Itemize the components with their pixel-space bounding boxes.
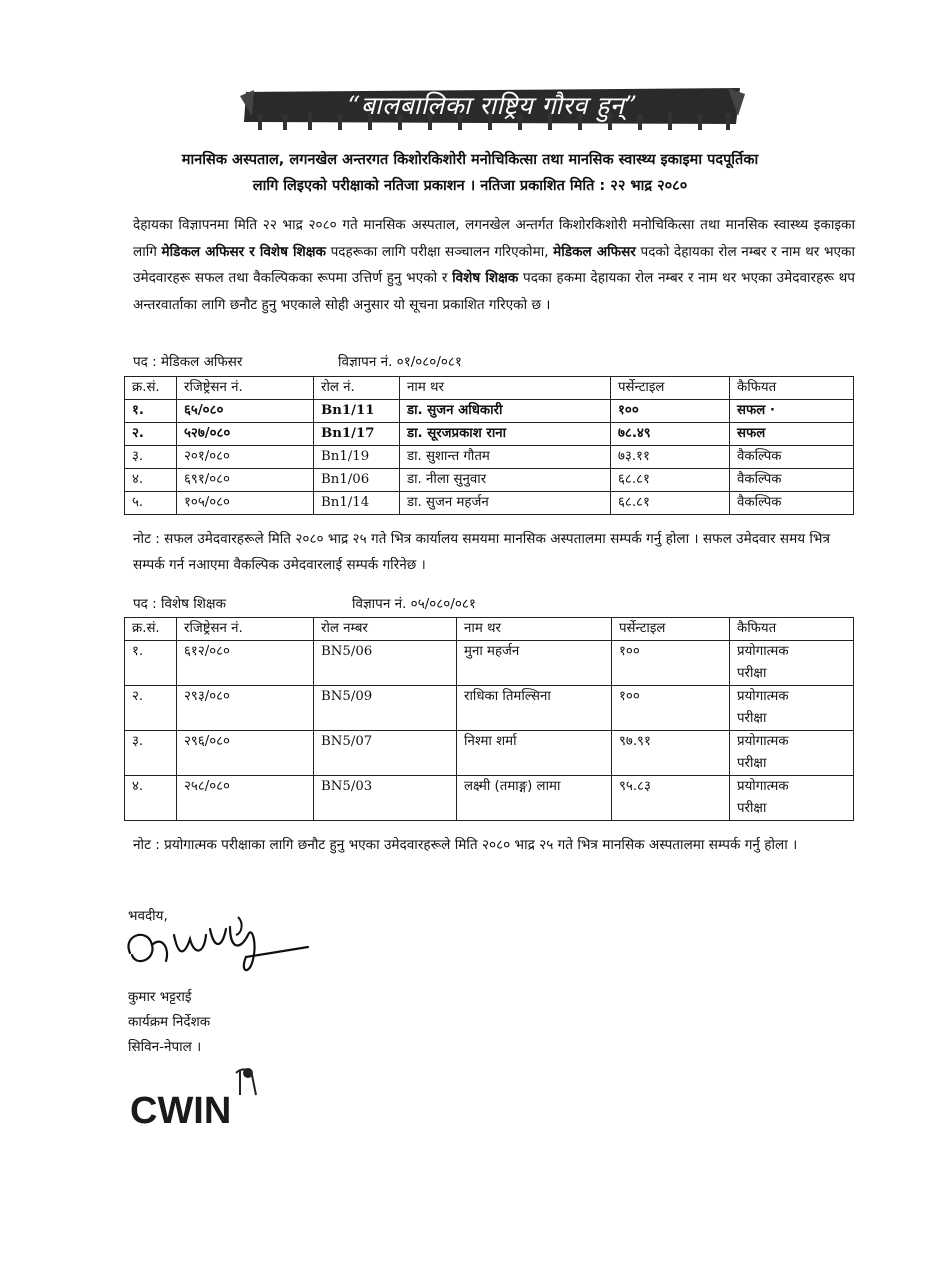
cell-percentile: ७८.४९ bbox=[611, 423, 730, 446]
cell-roll: Bn1/17 bbox=[314, 423, 400, 446]
table-row bbox=[125, 469, 854, 492]
cell-sn: २. bbox=[125, 686, 177, 731]
header-percentile: पर्सेन्टाइल bbox=[611, 377, 730, 400]
remarks-line-1: प्रयोगात्मक bbox=[737, 779, 789, 794]
medical-officer-results-table bbox=[124, 376, 854, 515]
cell-roll: Bn1/19 bbox=[314, 446, 400, 469]
table-header-row bbox=[125, 377, 854, 400]
cell-remarks: सफल bbox=[730, 423, 854, 446]
cell-remarks: वैकल्पिक bbox=[730, 492, 854, 515]
cell-percentile: ९५.८३ bbox=[612, 776, 730, 821]
cell-roll: BN5/09 bbox=[314, 686, 457, 731]
header-registration: रजिष्ट्रेसन नं. bbox=[177, 377, 314, 400]
header-registration: रजिष्ट्रेसन नं. bbox=[177, 618, 314, 641]
table-row bbox=[125, 446, 854, 469]
cell-roll: BN5/07 bbox=[314, 731, 457, 776]
signatory-title: कार्यक्रम निर्देशक bbox=[128, 1014, 211, 1030]
intro-text-4: पदका हकमा देहायका रोल नम्बर र नाम थर भएका उमेदवारहरू थप अन्तरवार्ताका लागि छनौट हुनु भएकाले सोही अनुसार यो सूचना प्रकाशित गरिएको छ । bbox=[133, 270, 855, 313]
cell-name: डा. सूरजप्रकाश राना bbox=[400, 423, 611, 446]
cell-registration: ६१२/०८० bbox=[177, 641, 314, 686]
header-sn: क्र.सं. bbox=[125, 618, 177, 641]
cell-roll: BN5/03 bbox=[314, 776, 457, 821]
header-name: नाम थर bbox=[400, 377, 611, 400]
cell-percentile: ९७.९१ bbox=[612, 731, 730, 776]
cell-remarks bbox=[730, 686, 854, 731]
table-row bbox=[125, 400, 854, 423]
cell-roll: BN5/06 bbox=[314, 641, 457, 686]
remarks-line-2: परीक्षा bbox=[737, 756, 767, 771]
cell-percentile: १०० bbox=[612, 686, 730, 731]
cell-name: लक्ष्मी (तमाङ्ग) लामा bbox=[457, 776, 612, 821]
cell-sn: ३. bbox=[125, 731, 177, 776]
cell-remarks bbox=[730, 776, 854, 821]
cell-percentile: ६८.८१ bbox=[611, 469, 730, 492]
cell-percentile: १०० bbox=[611, 400, 730, 423]
remarks-line-1: प्रयोगात्मक bbox=[737, 689, 789, 704]
cell-name: निश्मा शर्मा bbox=[457, 731, 612, 776]
header-percentile: पर्सेन्टाइल bbox=[612, 618, 730, 641]
cell-sn: ४. bbox=[125, 469, 177, 492]
salutation: भवदीय, bbox=[128, 908, 168, 924]
table-row bbox=[125, 641, 854, 686]
cell-remarks: वैकल्पिक bbox=[730, 469, 854, 492]
notice-heading bbox=[110, 147, 830, 199]
cell-name: मुना महर्जन bbox=[457, 641, 612, 686]
table-row bbox=[125, 731, 854, 776]
intro-bold-medical-officer: मेडिकल अफिसर bbox=[553, 243, 636, 260]
table-row bbox=[125, 686, 854, 731]
note-successful-candidates: नोट : सफल उमेदवारहरूले मिति २०८० भाद्र २५ गते भित्र कार्यालय समयमा मानसिक अस्पतालमा सम्पर्क गर्नु होला । सफल उमेदवार समय भित्र सम्पर्क गर्न नआएमा वैकल्पिक उमेदवारलाई सम्पर्क गरिनेछ । bbox=[133, 531, 830, 573]
header-roll: रोल नम्बर bbox=[314, 618, 457, 641]
intro-text-3: पदको देहायका रोल नम्बर र नाम थर भएका उमेदवारहरू सफल तथा वैकल्पिकका रूपमा उत्तिर्ण हुनु भएको र bbox=[133, 243, 855, 286]
cell-sn: २. bbox=[125, 423, 177, 446]
cell-percentile: १०० bbox=[612, 641, 730, 686]
cell-sn: १. bbox=[125, 400, 177, 423]
cell-registration: ६९१/०८० bbox=[177, 469, 314, 492]
table-row bbox=[125, 492, 854, 515]
cell-remarks: वैकल्पिक bbox=[730, 446, 854, 469]
cell-roll: Bn1/14 bbox=[314, 492, 400, 515]
cell-sn: ३. bbox=[125, 446, 177, 469]
note-practical-exam: नोट : प्रयोगात्मक परीक्षाका लागि छनौट हुनु भएका उमेदवारहरूले मिति २०८० भाद्र २५ गते भित्र मानसिक अस्पतालमा सम्पर्क गर्नु होला । bbox=[133, 837, 798, 853]
signatory-name: कुमार भट्टराई bbox=[128, 989, 192, 1005]
cell-registration: २९३/०८० bbox=[177, 686, 314, 731]
intro-bold-posts: मेडिकल अफिसर र विशेष शिक्षक bbox=[161, 243, 326, 260]
remarks-line-1: प्रयोगात्मक bbox=[737, 644, 789, 659]
remarks-line-2: परीक्षा bbox=[737, 711, 767, 726]
signatory-organization: सिविन-नेपाल । bbox=[128, 1039, 202, 1055]
slogan-banner bbox=[240, 86, 745, 136]
cell-percentile: ६८.८१ bbox=[611, 492, 730, 515]
cell-registration: ६५/०८० bbox=[177, 400, 314, 423]
cell-remarks: सफल · bbox=[730, 400, 854, 423]
cell-percentile: ७३.११ bbox=[611, 446, 730, 469]
remarks-line-1: प्रयोगात्मक bbox=[737, 734, 789, 749]
cell-remarks bbox=[730, 641, 854, 686]
table-row bbox=[125, 776, 854, 821]
cell-sn: ५. bbox=[125, 492, 177, 515]
cell-name: डा. नीला सुनुवार bbox=[400, 469, 611, 492]
cwin-logo bbox=[128, 1065, 293, 1134]
header-sn: क्र.सं. bbox=[125, 377, 177, 400]
heading-line-1: मानसिक अस्पताल, लगनखेल अन्तरगत किशोरकिशोरी मनोचिकित्सा तथा मानसिक स्वास्थ्य इकाइमा पदपूर्तिका bbox=[181, 152, 759, 168]
intro-paragraph bbox=[133, 212, 855, 318]
cell-registration: २५८/०८० bbox=[177, 776, 314, 821]
cell-roll: Bn1/11 bbox=[314, 400, 400, 423]
cwin-logo-graphic bbox=[128, 1065, 293, 1130]
section1-post-label: पद : मेडिकल अफिसर bbox=[133, 354, 243, 370]
cell-registration: २०१/०८० bbox=[177, 446, 314, 469]
cell-registration: ५२७/०८० bbox=[177, 423, 314, 446]
cell-remarks bbox=[730, 731, 854, 776]
header-name: नाम थर bbox=[457, 618, 612, 641]
header-remarks: कैफियत bbox=[730, 377, 854, 400]
remarks-line-2: परीक्षा bbox=[737, 801, 767, 816]
header-remarks: कैफियत bbox=[730, 618, 854, 641]
logo-text: CWIN bbox=[130, 1090, 232, 1130]
cell-name: डा. सुजन अधिकारी bbox=[400, 400, 611, 423]
slogan-text: “बालबालिका राष्ट्रिय गौरव हुन्” bbox=[347, 91, 638, 120]
cell-sn: ४. bbox=[125, 776, 177, 821]
table-header-row bbox=[125, 618, 854, 641]
intro-bold-special-teacher: विशेष शिक्षक bbox=[452, 270, 519, 286]
signature-graphic bbox=[118, 905, 318, 985]
cell-sn: १. bbox=[125, 641, 177, 686]
section2-ad-number: विज्ञापन नं. ०५/०८०/०८१ bbox=[352, 596, 476, 612]
header-roll: रोल नं. bbox=[314, 377, 400, 400]
cell-name: राधिका तिमल्सिना bbox=[457, 686, 612, 731]
section2-post-label: पद : विशेष शिक्षक bbox=[133, 596, 226, 612]
table-row bbox=[125, 423, 854, 446]
cell-roll: Bn1/06 bbox=[314, 469, 400, 492]
intro-text-2: पदहरूका लागि परीक्षा सञ्चालन गरिएकोमा, bbox=[325, 243, 554, 260]
cell-registration: २९६/०८० bbox=[177, 731, 314, 776]
intro-text-1: देहायका विज्ञापनमा मिति २२ भाद्र २०८० गते मानसिक अस्पताल, लगनखेल अन्तर्गत किशोरकिशोरी मनोचिकित्सा तथा मानसिक स्वास्थ्य इकाइका लागि bbox=[133, 217, 855, 260]
special-teacher-results-table bbox=[124, 617, 854, 821]
section1-ad-number: विज्ञापन नं. ०१/०८०/०८१ bbox=[338, 354, 462, 370]
heading-line-2: लागि लिइएको परीक्षाको नतिजा प्रकाशन । नतिजा प्रकाशित मिति : २२ भाद्र २०८० bbox=[252, 178, 688, 194]
cell-registration: १०५/०८० bbox=[177, 492, 314, 515]
remarks-line-2: परीक्षा bbox=[737, 666, 767, 681]
cell-name: डा. सुजन महर्जन bbox=[400, 492, 611, 515]
cell-name: डा. सुशान्त गौतम bbox=[400, 446, 611, 469]
